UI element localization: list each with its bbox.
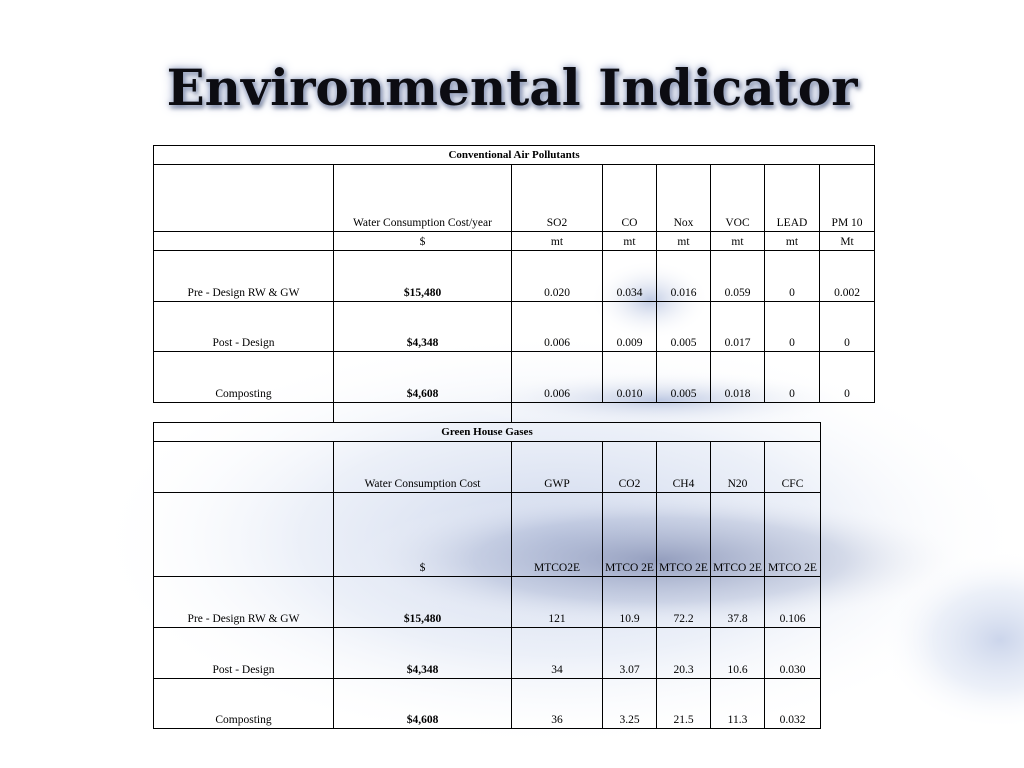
value-cell: 0.030 [765, 628, 821, 679]
air-col-header: PM 10 [820, 165, 875, 232]
air-units-row [154, 232, 875, 251]
value-cell: 11.3 [711, 679, 765, 729]
cost-cell: $4,608 [334, 352, 512, 403]
ghg-col-header: CO2 [603, 442, 657, 493]
air-pollutants-table [153, 145, 875, 403]
ghg-col-header: CH4 [657, 442, 711, 493]
air-col-header: LEAD [765, 165, 820, 232]
cost-cell: $4,348 [334, 628, 512, 679]
value-cell: 21.5 [657, 679, 711, 729]
value-cell: 10.9 [603, 577, 657, 628]
row-label: Post - Design [154, 302, 334, 352]
value-cell: 0.002 [820, 251, 875, 302]
value-cell: 0.017 [711, 302, 765, 352]
value-cell: 0.016 [657, 251, 711, 302]
air-unit-cell: mt [603, 232, 657, 251]
cost-cell: $15,480 [334, 251, 512, 302]
air-unit-cell: $ [334, 232, 512, 251]
value-cell: 0.009 [603, 302, 657, 352]
air-unit-cell: mt [512, 232, 603, 251]
ghg-col-header [154, 442, 334, 493]
value-cell: 3.25 [603, 679, 657, 729]
air-unit-cell: Mt [820, 232, 875, 251]
row-label: Pre - Design RW & GW [154, 251, 334, 302]
ghg-unit-cell: MTCO 2E [603, 493, 657, 577]
ghg-unit-cell: $ [334, 493, 512, 577]
table-row [154, 302, 875, 352]
row-label: Composting [154, 679, 334, 729]
ghg-unit-cell: MTCO 2E [765, 493, 821, 577]
value-cell: 0 [765, 352, 820, 403]
value-cell: 10.6 [711, 628, 765, 679]
ghg-col-header: GWP [512, 442, 603, 493]
value-cell: 0.006 [512, 352, 603, 403]
value-cell: 37.8 [711, 577, 765, 628]
value-cell: 0.034 [603, 251, 657, 302]
ghg-unit-cell [154, 493, 334, 577]
value-cell: 34 [512, 628, 603, 679]
value-cell: 0.018 [711, 352, 765, 403]
table-row [154, 628, 821, 679]
cost-cell: $4,608 [334, 679, 512, 729]
air-col-header: Nox [657, 165, 711, 232]
value-cell: 20.3 [657, 628, 711, 679]
air-col-header: CO [603, 165, 657, 232]
ghg-units-row [154, 493, 821, 577]
greenhouse-gases-table [153, 422, 821, 729]
cost-cell: $15,480 [334, 577, 512, 628]
air-unit-cell: mt [657, 232, 711, 251]
value-cell: 0 [820, 302, 875, 352]
air-col-header [154, 165, 334, 232]
page-title: Environmental Indicator [166, 58, 858, 117]
table-row [154, 251, 875, 302]
value-cell: 0.005 [657, 302, 711, 352]
table-row [154, 352, 875, 403]
table-spacer [153, 402, 511, 422]
cost-cell: $4,348 [334, 302, 512, 352]
row-label: Post - Design [154, 628, 334, 679]
value-cell: 0.006 [512, 302, 603, 352]
ghg-col-header: Water Consumption Cost [334, 442, 512, 493]
ghg-unit-cell: MTCO 2E [711, 493, 765, 577]
value-cell: 0.106 [765, 577, 821, 628]
air-col-header: SO2 [512, 165, 603, 232]
value-cell: 72.2 [657, 577, 711, 628]
air-col-header: VOC [711, 165, 765, 232]
value-cell: 0.032 [765, 679, 821, 729]
ghg-table-heading: Green House Gases [154, 423, 821, 442]
value-cell: 0.010 [603, 352, 657, 403]
value-cell: 121 [512, 577, 603, 628]
value-cell: 3.07 [603, 628, 657, 679]
value-cell: 0.005 [657, 352, 711, 403]
air-unit-cell [154, 232, 334, 251]
value-cell: 0.059 [711, 251, 765, 302]
value-cell: 0 [820, 352, 875, 403]
value-cell: 0 [765, 251, 820, 302]
table-row [154, 577, 821, 628]
ghg-unit-cell: MTCO2E [512, 493, 603, 577]
ghg-header-row [154, 442, 821, 493]
value-cell: 36 [512, 679, 603, 729]
value-cell: 0 [765, 302, 820, 352]
ghg-col-header: CFC [765, 442, 821, 493]
air-header-row [154, 165, 875, 232]
value-cell: 0.020 [512, 251, 603, 302]
table-row [154, 679, 821, 729]
air-unit-cell: mt [765, 232, 820, 251]
air-unit-cell: mt [711, 232, 765, 251]
air-table-heading: Conventional Air Pollutants [154, 146, 875, 165]
row-label: Composting [154, 352, 334, 403]
row-label: Pre - Design RW & GW [154, 577, 334, 628]
ghg-unit-cell: MTCO 2E [657, 493, 711, 577]
air-col-header: Water Consumption Cost/year [334, 165, 512, 232]
ghg-col-header: N20 [711, 442, 765, 493]
